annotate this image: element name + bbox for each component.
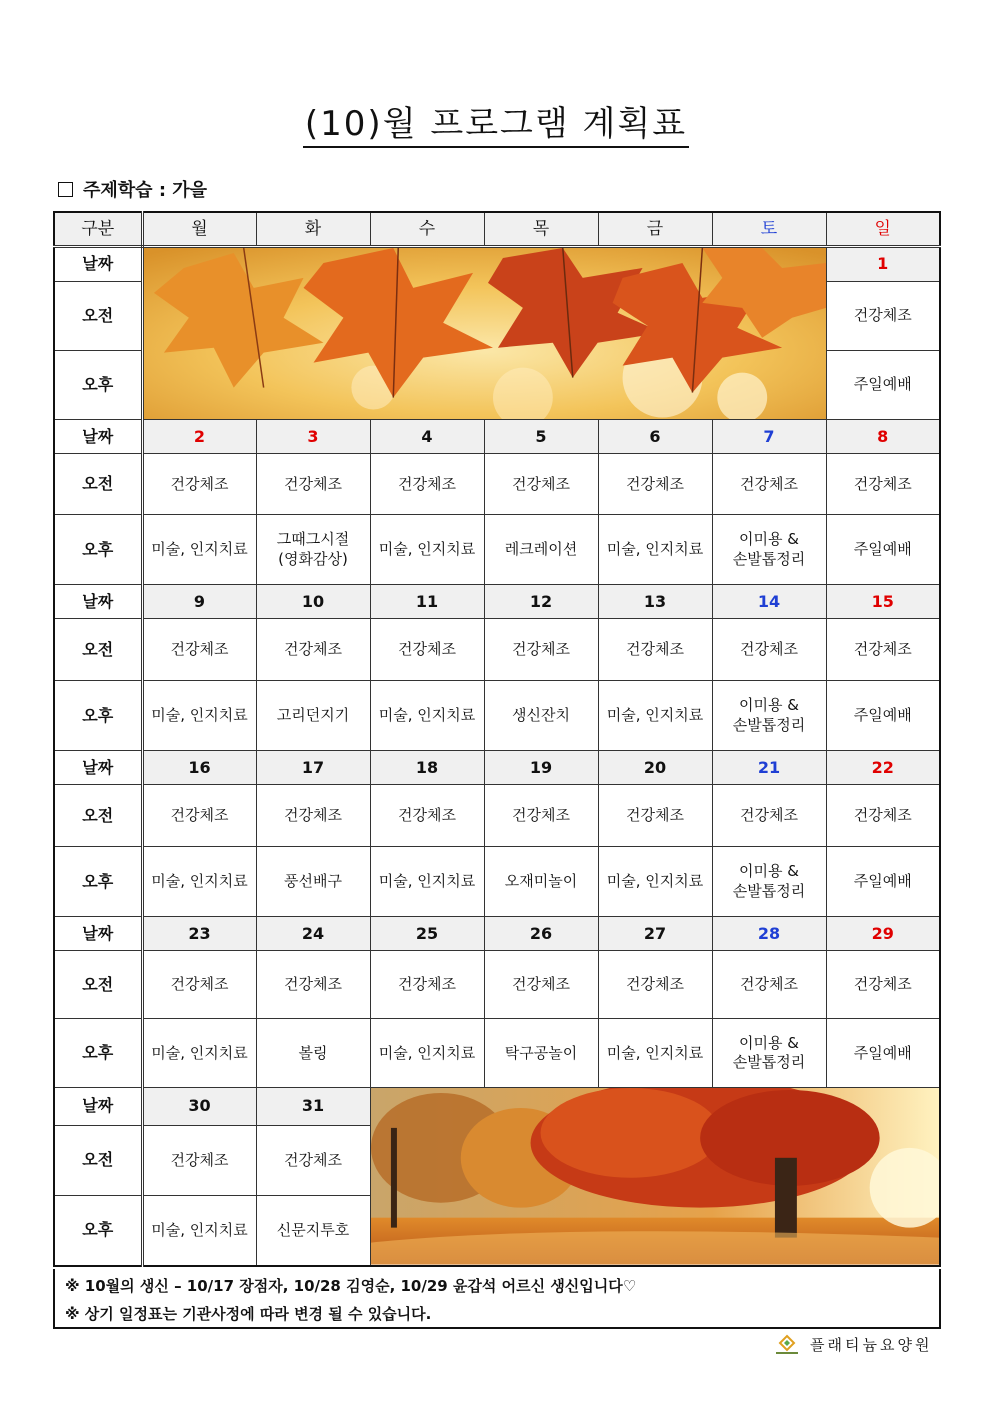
pm-cell: 오재미놀이 xyxy=(484,847,598,917)
am-cell: 건강체조 xyxy=(256,1125,370,1195)
pm-cell: 주일예배 xyxy=(826,1019,940,1088)
header-label: 구분 xyxy=(54,212,142,247)
pm-cell: 탁구공놀이 xyxy=(484,1019,598,1088)
day-sun: 일 xyxy=(826,212,940,247)
autumn-park-image xyxy=(370,1088,940,1266)
pm-cell: 이미용 & 손발톱정리 xyxy=(712,1019,826,1088)
pm-cell: 미술, 인지치료 xyxy=(370,515,484,585)
pm-cell: 생신잔치 xyxy=(484,681,598,751)
pm-cell: 풍선배구 xyxy=(256,847,370,917)
date-cell: 11 xyxy=(370,585,484,619)
am-cell: 건강체조 xyxy=(712,951,826,1019)
schedule-change-note: ※ 상기 일정표는 기관사정에 따라 변경 될 수 있습니다. xyxy=(65,1305,432,1323)
am-cell: 건강체조 xyxy=(142,785,256,847)
week3-pm-row xyxy=(54,681,940,751)
am-cell: 건강체조 xyxy=(142,619,256,681)
row-label-date: 날짜 xyxy=(54,917,142,951)
platinum-logo-icon xyxy=(772,1334,802,1356)
pm-cell: 미술, 인지치료 xyxy=(370,847,484,917)
pm-cell: 주일예배 xyxy=(826,847,940,917)
am-cell: 건강체조 xyxy=(484,619,598,681)
weeks-body xyxy=(54,420,940,1088)
date-cell: 3 xyxy=(256,420,370,454)
date-cell: 25 xyxy=(370,917,484,951)
am-cell: 건강체조 xyxy=(598,454,712,515)
week3-date-row xyxy=(54,585,940,619)
pm-cell: 미술, 인지치료 xyxy=(598,515,712,585)
am-cell: 건강체조 xyxy=(142,951,256,1019)
date-cell: 19 xyxy=(484,751,598,785)
date-cell: 14 xyxy=(712,585,826,619)
pm-cell: 주일예배 xyxy=(826,350,940,420)
date-cell: 5 xyxy=(484,420,598,454)
date-cell: 20 xyxy=(598,751,712,785)
row-label-date: 날짜 xyxy=(54,420,142,454)
pm-cell: 이미용 & 손발톱정리 xyxy=(712,515,826,585)
date-cell: 24 xyxy=(256,917,370,951)
am-cell: 건강체조 xyxy=(598,785,712,847)
pm-cell: 미술, 인지치료 xyxy=(142,847,256,917)
row-label-pm: 오후 xyxy=(54,1019,142,1088)
day-thu: 목 xyxy=(484,212,598,247)
row-label-pm: 오후 xyxy=(54,847,142,917)
row-label-pm: 오후 xyxy=(54,515,142,585)
week5-date-row xyxy=(54,917,940,951)
pm-cell: 볼링 xyxy=(256,1019,370,1088)
week1-date-row xyxy=(54,247,940,282)
am-cell: 건강체조 xyxy=(370,951,484,1019)
week4-date-row xyxy=(54,751,940,785)
row-label-am: 오전 xyxy=(54,785,142,847)
header-row xyxy=(54,212,940,247)
birthday-note: ※ 10월의 생신 – 10/17 장점자, 10/28 김영순, 10/29 윤갑석 어르신 생신입니다♡ xyxy=(65,1277,637,1295)
pm-cell: 주일예배 xyxy=(826,515,940,585)
date-cell: 8 xyxy=(826,420,940,454)
pm-cell: 그때그시절 (영화감상) xyxy=(256,515,370,585)
row-label-date: 날짜 xyxy=(54,247,142,282)
pm-cell: 미술, 인지치료 xyxy=(370,1019,484,1088)
date-cell: 15 xyxy=(826,585,940,619)
date-cell: 29 xyxy=(826,917,940,951)
week2-date-row xyxy=(54,420,940,454)
date-cell: 23 xyxy=(142,917,256,951)
org-name: 플래티늄요양원 xyxy=(810,1336,933,1354)
date-cell: 17 xyxy=(256,751,370,785)
am-cell: 건강체조 xyxy=(826,619,940,681)
am-cell: 건강체조 xyxy=(598,951,712,1019)
date-cell: 2 xyxy=(142,420,256,454)
pm-cell: 이미용 & 손발톱정리 xyxy=(712,847,826,917)
row-label-am: 오전 xyxy=(54,1125,142,1195)
pm-cell: 미술, 인지치료 xyxy=(598,681,712,751)
date-cell: 7 xyxy=(712,420,826,454)
row-label-date: 날짜 xyxy=(54,751,142,785)
pm-cell: 고리던지기 xyxy=(256,681,370,751)
day-wed: 수 xyxy=(370,212,484,247)
week5-am-row xyxy=(54,951,940,1019)
date-cell: 12 xyxy=(484,585,598,619)
row-label-am: 오전 xyxy=(54,619,142,681)
day-mon: 월 xyxy=(142,212,256,247)
row-label-pm: 오후 xyxy=(54,350,142,420)
org-logo xyxy=(772,1334,942,1356)
date-cell: 31 xyxy=(256,1088,370,1125)
am-cell: 건강체조 xyxy=(598,619,712,681)
autumn-trees-illustration xyxy=(371,1088,940,1265)
row-label-date: 날짜 xyxy=(54,585,142,619)
row-label-am: 오전 xyxy=(54,282,142,351)
am-cell: 건강체조 xyxy=(484,454,598,515)
subject-text: 주제학습 : 가을 xyxy=(83,180,208,201)
date-cell: 9 xyxy=(142,585,256,619)
am-cell: 건강체조 xyxy=(826,951,940,1019)
date-cell: 16 xyxy=(142,751,256,785)
day-tue: 화 xyxy=(256,212,370,247)
week4-pm-row xyxy=(54,847,940,917)
am-cell: 건강체조 xyxy=(142,1125,256,1195)
date-cell: 10 xyxy=(256,585,370,619)
pm-cell: 이미용 & 손발톱정리 xyxy=(712,681,826,751)
date-cell: 18 xyxy=(370,751,484,785)
week3-am-row xyxy=(54,619,940,681)
pm-cell: 레크레이션 xyxy=(484,515,598,585)
am-cell: 건강체조 xyxy=(712,619,826,681)
day-sat: 토 xyxy=(712,212,826,247)
am-cell: 건강체조 xyxy=(826,454,940,515)
week6-date-row xyxy=(54,1088,940,1125)
pm-cell: 미술, 인지치료 xyxy=(370,681,484,751)
am-cell: 건강체조 xyxy=(826,282,940,351)
pm-cell: 미술, 인지치료 xyxy=(142,515,256,585)
autumn-leaves-image xyxy=(142,247,826,420)
date-cell: 26 xyxy=(484,917,598,951)
week5-pm-row xyxy=(54,1019,940,1088)
am-cell: 건강체조 xyxy=(370,454,484,515)
program-calendar xyxy=(53,211,941,1267)
am-cell: 건강체조 xyxy=(826,785,940,847)
date-cell: 1 xyxy=(826,247,940,282)
date-cell: 27 xyxy=(598,917,712,951)
maple-leaves-illustration xyxy=(144,248,826,419)
date-cell: 21 xyxy=(712,751,826,785)
am-cell: 건강체조 xyxy=(142,454,256,515)
date-cell: 6 xyxy=(598,420,712,454)
am-cell: 건강체조 xyxy=(712,454,826,515)
pm-cell: 주일예배 xyxy=(826,681,940,751)
am-cell: 건강체조 xyxy=(256,785,370,847)
date-cell: 4 xyxy=(370,420,484,454)
date-cell: 30 xyxy=(142,1088,256,1125)
date-cell: 13 xyxy=(598,585,712,619)
pm-cell: 미술, 인지치료 xyxy=(598,847,712,917)
am-cell: 건강체조 xyxy=(712,785,826,847)
notes-box xyxy=(53,1269,941,1329)
am-cell: 건강체조 xyxy=(484,951,598,1019)
week4-am-row xyxy=(54,785,940,847)
subject-heading xyxy=(58,176,207,202)
week2-am-row xyxy=(54,454,940,515)
am-cell: 건강체조 xyxy=(256,619,370,681)
am-cell: 건강체조 xyxy=(256,454,370,515)
pm-cell: 미술, 인지치료 xyxy=(598,1019,712,1088)
checkbox-square-icon xyxy=(58,182,73,197)
pm-cell: 미술, 인지치료 xyxy=(142,1196,256,1266)
day-fri: 금 xyxy=(598,212,712,247)
pm-cell: 미술, 인지치료 xyxy=(142,681,256,751)
am-cell: 건강체조 xyxy=(370,619,484,681)
pm-cell: 신문지투호 xyxy=(256,1196,370,1266)
page-title xyxy=(0,96,992,145)
row-label-pm: 오후 xyxy=(54,681,142,751)
am-cell: 건강체조 xyxy=(370,785,484,847)
pm-cell: 미술, 인지치료 xyxy=(142,1019,256,1088)
page-title-text: (10)월 프로그램 계획표 xyxy=(303,104,689,148)
am-cell: 건강체조 xyxy=(484,785,598,847)
row-label-am: 오전 xyxy=(54,951,142,1019)
date-cell: 28 xyxy=(712,917,826,951)
week2-pm-row xyxy=(54,515,940,585)
date-cell: 22 xyxy=(826,751,940,785)
am-cell: 건강체조 xyxy=(256,951,370,1019)
row-label-pm: 오후 xyxy=(54,1196,142,1266)
row-label-date: 날짜 xyxy=(54,1088,142,1125)
row-label-am: 오전 xyxy=(54,454,142,515)
